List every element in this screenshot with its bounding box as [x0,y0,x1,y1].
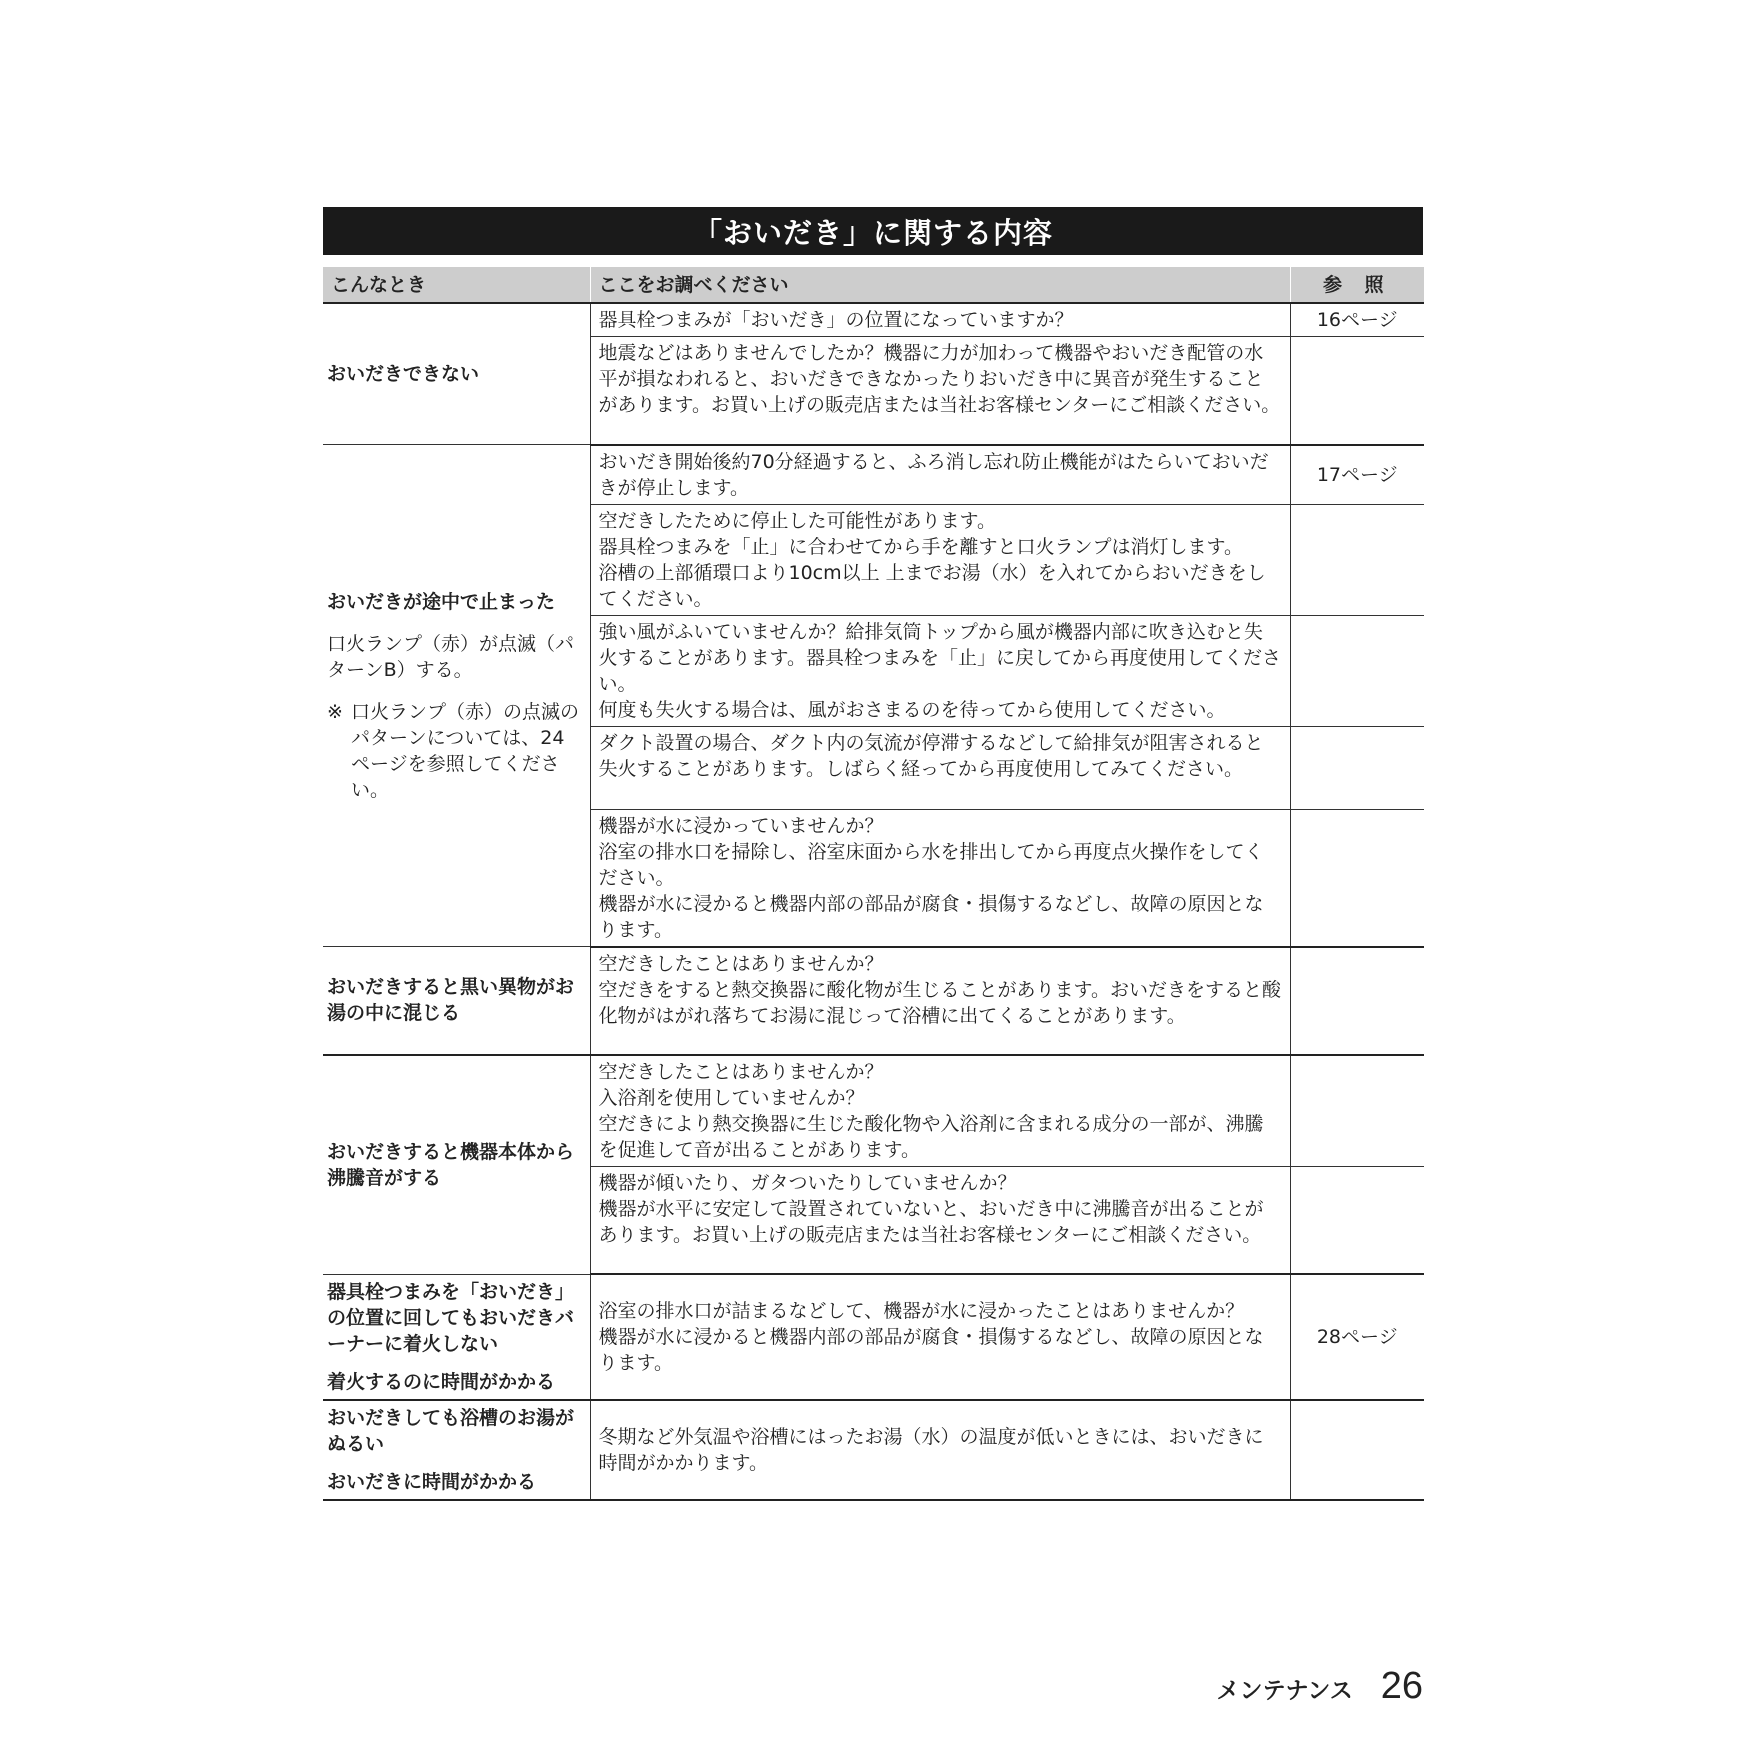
check-cell [590,809,1290,947]
condition-cell: おいだきすると機器本体から沸騰音がする [323,1055,590,1275]
check-cell [590,1166,1290,1274]
table-row [323,1055,1424,1167]
check-cell [590,615,1290,726]
table-row [323,445,1424,505]
check-cell: 器具栓つまみが「おいだき」の位置になっていますか？ [590,303,1290,337]
check-line: 空だきにより熱交換器に生じた酸化物や入浴剤に含まれる成分の一部が、沸騰を促進して音が出ることがあります。 [598,1112,1264,1161]
check-line: 空だきしたことはありませんか？ [598,1060,884,1083]
reference-cell [1290,337,1424,445]
reference-cell [1290,726,1424,809]
check-line: 空だきしたために停止した可能性があります。 [598,509,996,532]
condition-title: おいだきしても浴槽のお湯がぬるい [327,1406,575,1455]
check-cell: 地震などはありませんでしたか？機器に力が加わって機器やおいだき配管の水平が損なわれると、おいだきできなかったりおいだき中に異音が発生することがあります。お買い上げの販売店または当社お客様センターにご相談ください。 [590,337,1290,445]
check-cell [590,504,1290,615]
table-header-row [323,267,1424,303]
condition-title: 着火するのに時間がかかる [327,1370,556,1393]
condition-title: おいだきに時間がかかる [327,1470,537,1493]
condition-cell [323,1274,590,1400]
check-cell [590,1274,1290,1400]
condition-detail: 口火ランプ（赤）が点滅（パターンB）する。 [327,632,575,681]
check-cell: おいだき開始後約70分経過すると、ふろ消し忘れ防止機能がはたらいておいだきが停止します。 [590,445,1290,505]
troubleshooting-table [323,267,1424,1501]
note-mark: ※ [327,700,343,723]
check-line: 機器が水に浸かると機器内部の部品が腐食・損傷するなどし、故障の原因となります。 [598,1325,1264,1374]
condition-note [327,699,586,803]
check-line: 機器が傾いたり、ガタついたりしていませんか？ [598,1171,1017,1194]
table-row [323,947,1424,1055]
check-line: 強い風がふいていませんか？給排気筒トップから風が機器内部に吹き込むと失火することがあります。器具栓つまみを「止」に戻してから再度使用してください。 [598,620,1281,695]
check-line: 浴室の排水口を掃除し、浴室床面から水を排出してから再度点火操作をしてください。 [598,840,1264,889]
reference-cell: 17ページ [1290,445,1424,505]
header-condition: こんなとき [323,267,590,303]
check-cell [590,1055,1290,1167]
header-reference: 参 照 [1290,267,1424,303]
reference-cell: 28ページ [1290,1274,1424,1400]
condition-cell: おいだきできない [323,303,590,445]
header-check: ここをお調べください [590,267,1290,303]
condition-title: おいだきが途中で止まった [327,590,556,613]
check-cell: 冬期など外気温や浴槽にはったお湯（水）の温度が低いときには、おいだきに時間がかかります。 [590,1400,1290,1500]
reference-cell [1290,1166,1424,1274]
reference-cell [1290,947,1424,1055]
table-row [323,303,1424,337]
reference-cell: 16ページ [1290,303,1424,337]
condition-title: 器具栓つまみを「おいだき」の位置に回してもおいだきバーナーに着火しない [327,1280,575,1355]
check-cell [590,947,1290,1055]
page-number: 26 [1380,1665,1423,1707]
check-line: 空だきしたことはありませんか？ [598,952,884,975]
condition-cell [323,445,590,947]
check-line: 何度も失火する場合は、風がおさまるのを待ってから使用してください。 [598,698,1226,721]
condition-cell: おいだきすると黒い異物がお湯の中に混じる [323,947,590,1055]
check-line: 浴槽の上部循環口より10cm以上 上までお湯（水）を入れてからおいだきをしてください。 [598,561,1266,610]
page-footer [1217,1665,1423,1708]
page-title: 「おいだき」に関する内容 [323,207,1423,255]
table-row [323,1400,1424,1500]
check-line: 機器が水に浸かると機器内部の部品が腐食・損傷するなどし、故障の原因となります。 [598,892,1264,941]
check-line: 機器が水に浸かっていませんか？ [598,814,884,837]
table-row [323,1274,1424,1400]
reference-cell [1290,1400,1424,1500]
check-line: 空だきをすると熱交換器に酸化物が生じることがあります。おいだきをすると酸化物がはがれ落ちてお湯に混じって浴槽に出てくることがあります。 [598,978,1281,1027]
reference-cell [1290,1055,1424,1167]
reference-cell [1290,504,1424,615]
reference-cell [1290,615,1424,726]
condition-cell [323,1400,590,1500]
check-line: 浴室の排水口が詰まるなどして、機器が水に浸かったことはありませんか？ [598,1299,1245,1322]
reference-cell [1290,809,1424,947]
check-line: 機器が水平に安定して設置されていないと、おいだき中に沸騰音が出ることがあります。お買い上げの販売店または当社お客様センターにご相談ください。 [598,1197,1264,1246]
check-cell: ダクト設置の場合、ダクト内の気流が停滞するなどして給排気が阻害されると失火することがあります。しばらく経ってから再度使用してみてください。 [590,726,1290,809]
footer-section-title: メンテナンス [1216,1678,1353,1704]
check-line: 器具栓つまみを「止」に合わせてから手を離すと口火ランプは消灯します。 [598,535,1243,558]
note-text: 口火ランプ（赤）の点滅のパターンについては、24 ページを参照してください。 [351,700,580,801]
check-line: 入浴剤を使用していませんか？ [598,1086,865,1109]
